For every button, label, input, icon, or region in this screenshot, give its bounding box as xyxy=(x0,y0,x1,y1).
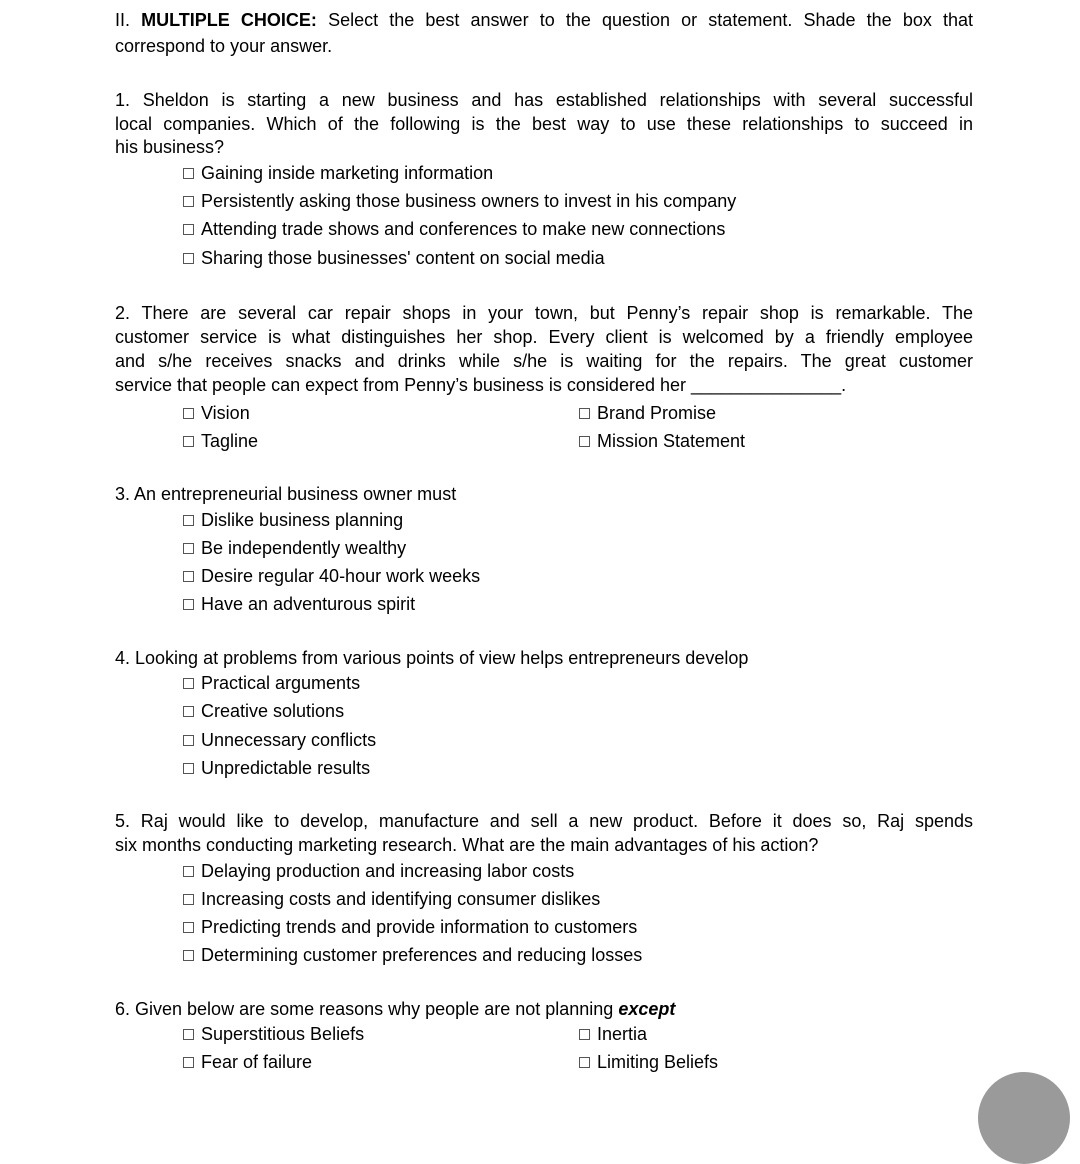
checkbox[interactable] xyxy=(183,571,194,582)
q5-option-d[interactable]: Determining customer preferences and reducing losses xyxy=(183,944,642,966)
question-2-text: customer service is what distinguishes her shop. Every client is welcomed by a friendly employee xyxy=(115,327,973,347)
q4-option-a[interactable]: Practical arguments xyxy=(183,672,360,694)
q2-option-c[interactable]: Tagline xyxy=(183,430,258,452)
question-5-text: six months conducting marketing research. What are the main advantages of his action? xyxy=(115,835,819,855)
checkbox[interactable] xyxy=(183,922,194,933)
q5-option-a[interactable]: Delaying production and increasing labor costs xyxy=(183,860,574,882)
checkbox[interactable] xyxy=(183,1057,194,1068)
checkbox[interactable] xyxy=(183,678,194,689)
checkbox[interactable] xyxy=(183,224,194,235)
q2-option-a[interactable]: Vision xyxy=(183,402,250,424)
checkbox[interactable] xyxy=(579,436,590,447)
checkbox[interactable] xyxy=(183,408,194,419)
checkbox[interactable] xyxy=(579,408,590,419)
emphasis-except: except xyxy=(618,999,676,1019)
section-title: MULTIPLE CHOICE: xyxy=(141,10,317,30)
q1-option-c[interactable]: Attending trade shows and conferences to make new connections xyxy=(183,218,725,240)
checkbox[interactable] xyxy=(183,599,194,610)
q1-option-d[interactable]: Sharing those businesses' content on social media xyxy=(183,247,605,269)
checkbox[interactable] xyxy=(579,1057,590,1068)
q3-option-a[interactable]: Dislike business planning xyxy=(183,509,403,531)
q4-option-d[interactable]: Unpredictable results xyxy=(183,757,370,779)
section-instructions: II. MULTIPLE CHOICE: Select the best answer to the question or statement. Shade the box that xyxy=(115,10,973,30)
question-1-text: local companies. Which of the following is the best way to use these relationships to succeed in xyxy=(115,114,973,134)
checkbox[interactable] xyxy=(183,253,194,264)
q3-option-b[interactable]: Be independently wealthy xyxy=(183,537,406,559)
checkbox[interactable] xyxy=(183,515,194,526)
checkbox[interactable] xyxy=(183,894,194,905)
q4-option-b[interactable]: Creative solutions xyxy=(183,700,344,722)
q5-option-c[interactable]: Predicting trends and provide information to customers xyxy=(183,916,637,938)
q2-option-d[interactable]: Mission Statement xyxy=(579,430,745,452)
checkbox[interactable] xyxy=(183,436,194,447)
checkbox[interactable] xyxy=(183,866,194,877)
checkbox[interactable] xyxy=(183,1029,194,1040)
question-3-text: 3. An entrepreneurial business owner must xyxy=(115,484,457,504)
q3-option-d[interactable]: Have an adventurous spirit xyxy=(183,593,415,615)
q3-option-c[interactable]: Desire regular 40-hour work weeks xyxy=(183,565,480,587)
checkbox[interactable] xyxy=(183,706,194,717)
checkbox[interactable] xyxy=(183,763,194,774)
question-5-text: 5. Raj would like to develop, manufacture and sell a new product. Before it does so, Raj spends xyxy=(115,811,973,831)
q6-option-d[interactable]: Limiting Beliefs xyxy=(579,1051,718,1073)
q6-option-b[interactable]: Inertia xyxy=(579,1023,647,1045)
q5-option-b[interactable]: Increasing costs and identifying consumer dislikes xyxy=(183,888,600,910)
question-4-text: 4. Looking at problems from various points of view helps entrepreneurs develop xyxy=(115,648,749,668)
question-2-text: 2. There are several car repair shops in your town, but Penny’s repair shop is remarkable. The xyxy=(115,303,973,323)
checkbox[interactable] xyxy=(183,950,194,961)
checkbox[interactable] xyxy=(183,168,194,179)
q2-option-b[interactable]: Brand Promise xyxy=(579,402,716,424)
question-1-text: 1. Sheldon is starting a new business and has established relationships with several successful xyxy=(115,90,973,110)
q6-option-a[interactable]: Superstitious Beliefs xyxy=(183,1023,364,1045)
checkbox[interactable] xyxy=(183,196,194,207)
question-1-text: his business? xyxy=(115,137,225,157)
q1-option-a[interactable]: Gaining inside marketing information xyxy=(183,162,493,184)
floating-action-circle[interactable] xyxy=(978,1072,1070,1164)
question-2-text: service that people can expect from Penny’s business is considered her _______________. xyxy=(115,375,847,395)
checkbox[interactable] xyxy=(183,735,194,746)
q1-option-b[interactable]: Persistently asking those business owners to invest in his company xyxy=(183,190,736,212)
question-2-text: and s/he receives snacks and drinks while s/he is waiting for the repairs. The great customer xyxy=(115,351,973,371)
q4-option-c[interactable]: Unnecessary conflicts xyxy=(183,729,376,751)
question-6-text: 6. Given below are some reasons why people are not planning except xyxy=(115,999,676,1019)
checkbox[interactable] xyxy=(183,543,194,554)
checkbox[interactable] xyxy=(579,1029,590,1040)
q6-option-c[interactable]: Fear of failure xyxy=(183,1051,312,1073)
section-instructions-line2: correspond to your answer. xyxy=(115,36,333,56)
